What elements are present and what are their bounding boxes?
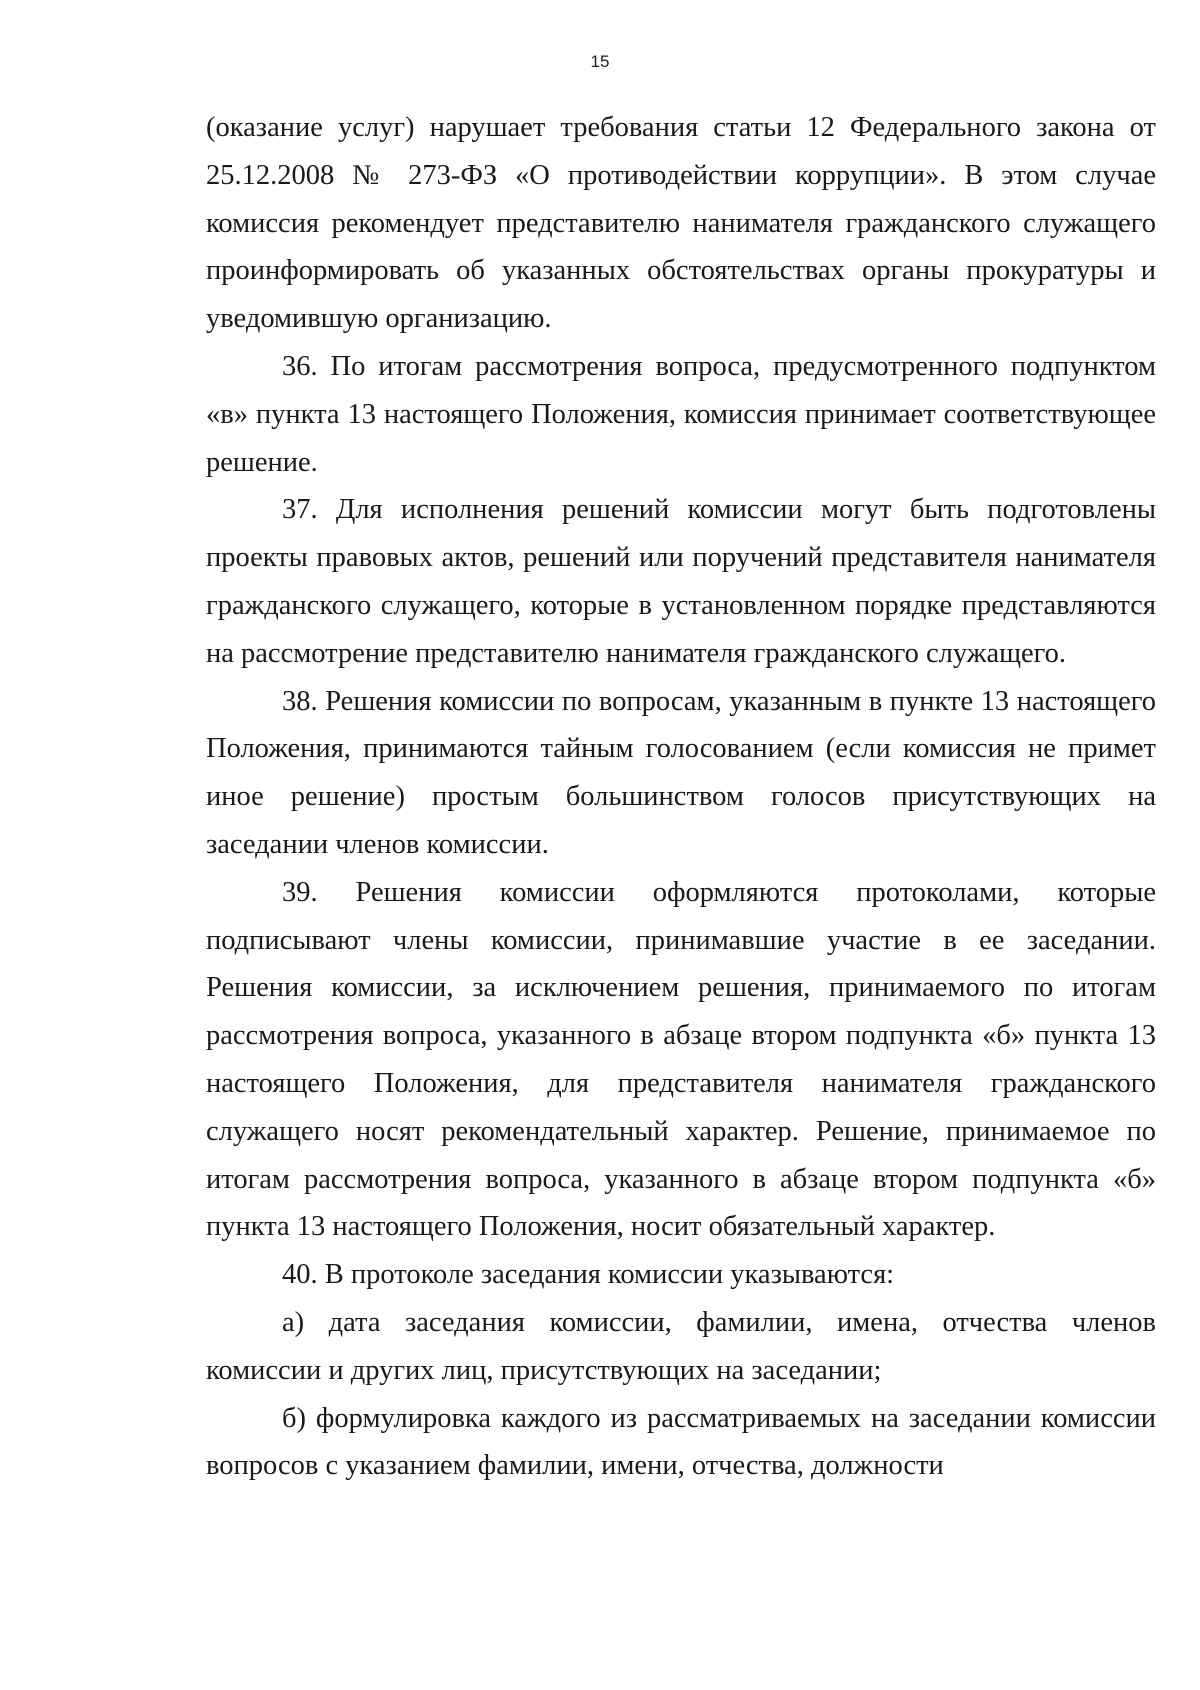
paragraph-39: 39. Решения комиссии оформляются протоколами, которые подписывают члены комиссии, принимавшие участие в ее заседании. Решения комиссии, за исключением решения, принимаемого по итогам рассмотрения вопроса, указанного в абзаце втором подпункта «б» пункта 13 настоящего Положения, для представителя нанимателя гражданского служащего носят рекомендательный характер. Решение, принимаемое по итогам рассмотрения вопроса, указанного в абзаце втором подпункта «б» пункта 13 настоящего Положения, носит обязательный характер. [206, 876, 1156, 1243]
paragraph-40-item-a: а) дата заседания комиссии, фамилии, имена, отчества членов комиссии и других лиц, присутствующих на заседании; [206, 1306, 1156, 1386]
document-body [206, 104, 1156, 1490]
paragraph-38: 38. Решения комиссии по вопросам, указанным в пункте 13 настоящего Положения, принимаются тайным голосованием (если комиссия не примет иное решение) простым большинством голосов присутствующих на заседании членов комиссии. [206, 685, 1156, 860]
paragraph-36: 36. По итогам рассмотрения вопроса, предусмотренного подпунктом «в» пункта 13 настоящего Положения, комиссия принимает соответствующее решение. [206, 350, 1156, 478]
paragraph-37: 37. Для исполнения решений комиссии могут быть подготовлены проекты правовых актов, решений или поручений представителя нанимателя гражданского служащего, которые в установленном порядке представляются на рассмотрение представителю нанимателя гражданского служащего. [206, 494, 1156, 669]
paragraph-40-item-b: б) формулировка каждого из рассматриваемых на заседании комиссии вопросов с указанием фамилии, имени, отчества, должности [206, 1402, 1156, 1482]
page-number: 15 [590, 52, 610, 71]
paragraph-40: 40. В протоколе заседания комиссии указываются: [282, 1259, 895, 1291]
paragraph-continuation: (оказание услуг) нарушает требования статьи 12 Федерального закона от 25.12.2008 № 273-ФЗ «О противодействии коррупции». В этом случае комиссия рекомендует представителю нанимателя гражданского служащего проинформировать об указанных обстоятельствах органы прокуратуры и уведомившую организацию. [206, 112, 1156, 335]
